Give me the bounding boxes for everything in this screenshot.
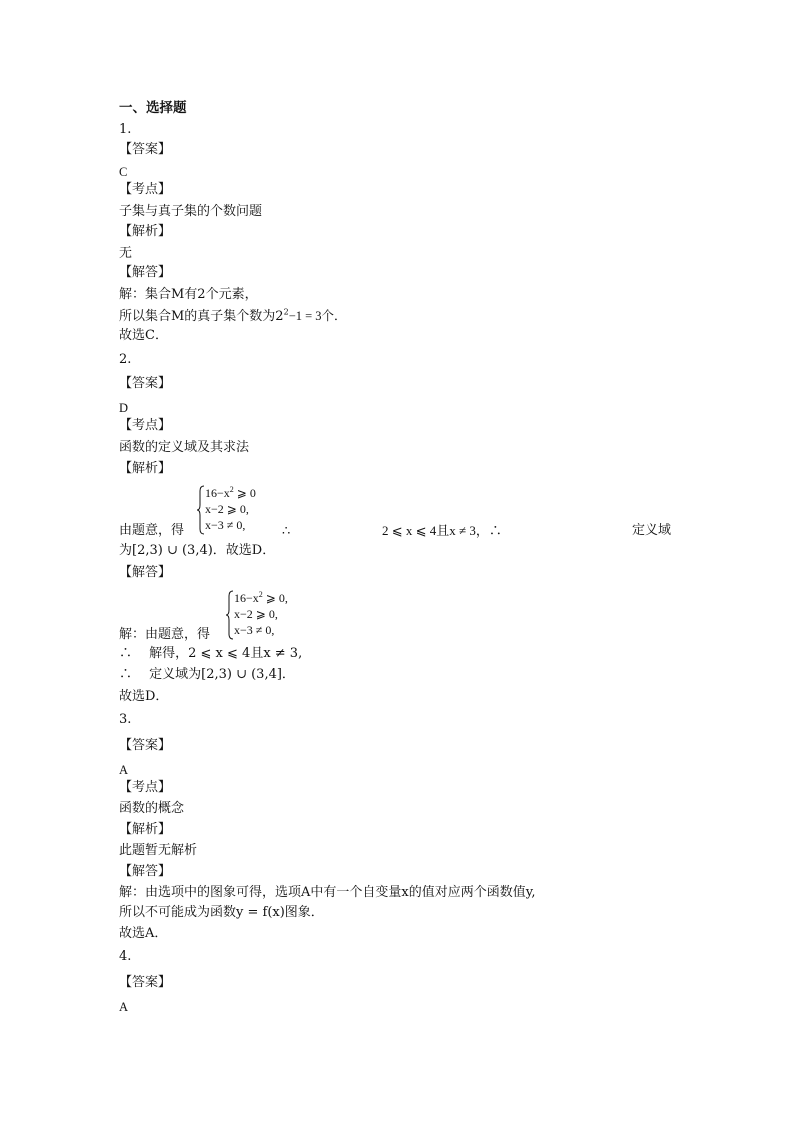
q3-solution-label: 【解答】 <box>119 864 172 879</box>
q1-solution-label: 【解答】 <box>119 265 172 280</box>
q2-solution-equation-system <box>226 590 316 640</box>
q2-domain-word: 定义域 <box>632 523 672 538</box>
q2-answer: D <box>119 401 129 415</box>
q4-answer-label: 【答案】 <box>119 975 172 990</box>
q2-solution-sys-row2: x−2 ⩾ 0, <box>234 607 278 621</box>
q3-answer-label: 【答案】 <box>119 738 172 753</box>
section-title: 一、选择题 <box>119 100 187 116</box>
q2-solution-line2: ∴ 解得，2 ⩽ x ⩽ 4且x ≠ 3, <box>119 646 303 661</box>
q2-answer-label: 【答案】 <box>119 376 172 391</box>
q2-solution-sys-row1: $16-x^2$ ⩾ 0, <box>234 590 288 605</box>
q2-point-label: 【考点】 <box>119 418 172 433</box>
q2-solution-sys-row3: x−3 ≠ 0, <box>234 623 275 637</box>
q1-analysis: 无 <box>119 246 133 261</box>
q2-analysis-equation-system <box>197 485 287 535</box>
q1-point: 子集与真子集的个数问题 <box>119 204 263 219</box>
q3-point: 函数的概念 <box>119 801 185 816</box>
q4-number: 4. <box>119 949 132 964</box>
q4-answer: A <box>119 1000 129 1014</box>
q3-number: 3. <box>119 712 132 727</box>
q2-solution-line4: 故选D． <box>119 689 169 704</box>
q2-therefore-1: ∴ <box>282 523 291 538</box>
q2-analysis-lead: 由题意，得 <box>119 523 185 538</box>
q1-analysis-label: 【解析】 <box>119 224 172 239</box>
q3-analysis-label: 【解析】 <box>119 822 172 837</box>
q3-solution-line1: 解：由选项中的图象可得，选项A中有一个自变量x的值对应两个函数值y, <box>119 885 536 900</box>
q3-solution-line3: 故选A． <box>119 926 168 941</box>
q1-number: 1. <box>119 122 132 137</box>
q3-point-label: 【考点】 <box>119 780 172 795</box>
q1-solution-line1: 解：集合M有2个元素， <box>119 287 258 302</box>
q1-answer: C <box>119 165 128 179</box>
q2-analysis-sys-row3: x−3 ≠ 0, <box>205 518 246 532</box>
q1-point-label: 【考点】 <box>119 182 172 197</box>
q2-analysis-mid: 2 ⩽ x ⩽ 4且x ≠ 3，∴ <box>382 523 502 538</box>
q1-solution-line2: 所以集合M的真子集个数为$2^2-1 = 3$个． <box>119 307 347 324</box>
q2-analysis-sys-row2: x−2 ⩾ 0, <box>205 502 249 516</box>
q2-point: 函数的定义域及其求法 <box>119 440 250 455</box>
q2-analysis-label: 【解析】 <box>119 461 172 476</box>
q2-solution-lead: 解：由题意，得 <box>119 627 211 642</box>
q2-analysis-line2: 为[2,3) ∪ (3,4)．故选D． <box>119 543 276 558</box>
q3-solution-line2: 所以不可能成为函数y = f(x)图象． <box>119 905 324 920</box>
q1-solution-line3: 故选C． <box>119 328 168 343</box>
q2-number: 2. <box>119 352 132 367</box>
q2-solution-line3: ∴ 定义域为[2,3) ∪ (3,4]． <box>119 667 295 682</box>
q3-answer: A <box>119 763 129 777</box>
q2-solution-label: 【解答】 <box>119 565 172 580</box>
left-brace-icon <box>197 485 205 535</box>
q1-answer-label: 【答案】 <box>119 142 172 157</box>
q2-analysis-sys-row1: $16-x^2$ ⩾ 0 <box>205 485 256 500</box>
q3-analysis: 此题暂无解析 <box>119 843 198 858</box>
left-brace-icon <box>226 590 234 640</box>
